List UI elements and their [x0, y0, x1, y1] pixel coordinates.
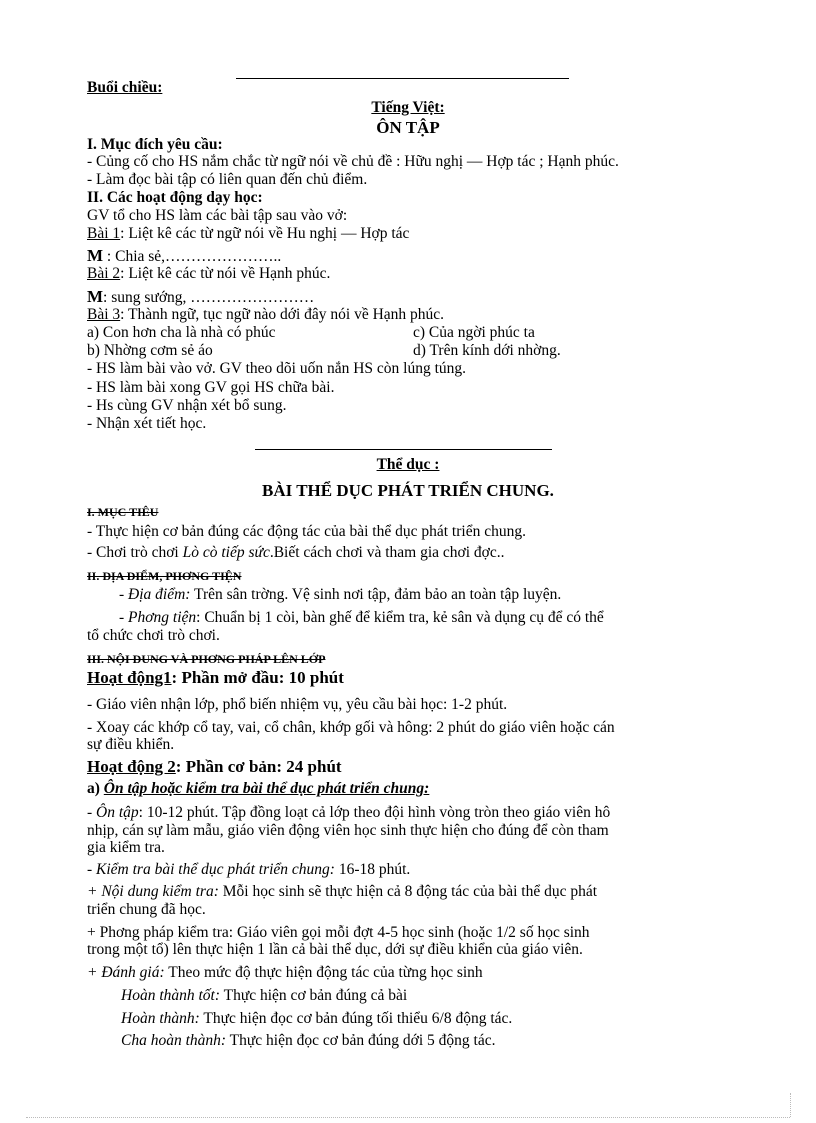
exercise2-label: Bài 2: [87, 265, 121, 282]
activity1-p1: - Giáo viên nhận lớp, phổ biến nhiệm vụ, yêu cầu bài học: 1-2 phút.: [87, 696, 508, 713]
grade-complete-text: Thực hiện đọc cơ bản đúng tối thiểu 6/8 động tác.: [199, 1010, 513, 1027]
td-equipment-cont: tổ chức chơi trò chơi.: [87, 627, 220, 644]
tv-step4: - Nhận xét tiết học.: [87, 415, 207, 432]
review-line1: [87, 805, 610, 821]
option-b: b) Nhờng cơm sẻ áo: [87, 342, 213, 359]
activity2-text: : Phần cơ bản: 24 phút: [175, 757, 342, 776]
page-bottom-edge: [26, 1117, 790, 1118]
activity2-label: Hoạt động 2: [87, 757, 176, 776]
evaluation-text: Theo mức độ thực hiện động tác của từng học sinh: [164, 964, 483, 981]
tv-exercise1: [87, 226, 409, 242]
content-line2: triển chung đã học.: [87, 901, 206, 918]
option-c: c) Của ngời phúc ta: [413, 324, 535, 341]
evaluation-label: + Đánh giá:: [87, 964, 165, 981]
example2-label: M: [87, 287, 104, 306]
activity1-heading: [87, 669, 344, 687]
section-a-text: Ôn tập hoặc kiểm tra bài thể dục phát triển chung:: [103, 780, 430, 797]
example1-text: : Chia sẻ,…………………..: [103, 248, 282, 265]
example2-text: : sung sướng, ……………………: [103, 289, 315, 306]
grade-incomplete-label: Cha hoàn thành:: [121, 1032, 227, 1049]
content-text: Mỗi học sinh sẽ thực hiện cả 8 động tác của bài thể dục phát: [218, 883, 598, 900]
td-section3-heading: III. NỘI DUNG VÀ PHƠNG PHÁP LÊN LỚP: [87, 652, 326, 666]
equipment-text: : Chuẩn bị 1 còi, bàn ghế để kiểm tra, kẻ sân và dụng cụ để có thể: [196, 609, 604, 626]
td-goal2: [87, 545, 504, 561]
activity1-text: : Phần mở đầu: 10 phút: [171, 668, 344, 687]
td-section2-heading: II. ĐỊA ĐIỂM, PHƠNG TIỆN: [87, 569, 242, 583]
section-a-heading: [87, 781, 429, 797]
td-goal1: - Thực hiện cơ bản đúng các động tác của bài thể dục phát triển chung.: [87, 523, 526, 540]
td-location: [119, 587, 561, 603]
equipment-label: - Phơng tiện: [119, 609, 197, 626]
activity1-label: Hoạt động1: [87, 668, 172, 687]
top-divider: [236, 78, 569, 79]
grade-excellent-text: Thực hiện cơ bản đúng cả bài: [220, 987, 408, 1004]
tv-step1: - HS làm bài vào vở. GV theo dõi uốn nắn HS còn lúng túng.: [87, 360, 467, 377]
tv-step3: - Hs cùng GV nhận xét bổ sung.: [87, 397, 287, 414]
activity2-heading: [87, 758, 342, 776]
content-label: + Nội dung kiểm tra:: [87, 883, 219, 900]
review-pre: -: [87, 804, 97, 821]
tv-section1-heading: [87, 137, 223, 153]
goal2-game: Lò cò tiếp sức: [182, 544, 270, 561]
section-a-pre: a): [87, 780, 104, 797]
session-label: Buổi chiều:: [87, 79, 163, 96]
tv-step2: - HS làm bài xong GV gọi HS chữa bài.: [87, 379, 335, 396]
grade-complete-label: Hoàn thành:: [121, 1010, 200, 1027]
td-equipment: [119, 610, 604, 626]
review-text: : 10-12 phút. Tập đồng loạt cả lớp theo đội hình vòng tròn theo giáo viên hô: [138, 804, 611, 821]
tv-intro: GV tổ cho HS làm các bài tập sau vào vở:: [87, 207, 348, 224]
tv-exercise2: [87, 266, 330, 282]
exercise3-text: : Thành ngữ, tục ngữ nào dới đây nói về Hạnh phúc.: [120, 306, 445, 323]
tv-s1-line1: - Củng cố cho HS nắm chắc từ ngữ nói về chủ đề : Hữu nghị — Hợp tác ; Hạnh phúc.: [87, 153, 619, 170]
review-line2: nhịp, cán sự làm mẫu, giáo viên động viên học sinh thực hiện cho đúng để còn tham: [87, 822, 609, 839]
tv-section1-heading-text: I. Mục đích yêu cầu:: [87, 136, 223, 153]
activity1-p2-cont: sự điều khiển.: [87, 736, 175, 753]
method-line2: trong một tổ) lên thực hiện 1 lần cả bài thể dục, dới sự điều khiển của giáo viên.: [87, 941, 583, 958]
activity1-p2: - Xoay các khớp cổ tay, vai, cổ chân, khớp gối và hông: 2 phút do giáo viên hoặc cán: [87, 719, 615, 736]
goal2-post: .Biết cách chơi và tham gia chơi đợc..: [269, 544, 505, 561]
tv-subject: Tiếng Việt:: [371, 99, 445, 116]
test-line: [87, 862, 410, 878]
middle-divider: [255, 449, 552, 450]
tv-section2-heading: II. Các hoạt động dạy học:: [87, 189, 263, 206]
location-label: - Địa điểm:: [119, 586, 191, 603]
exercise1-label: Bài 1: [87, 225, 121, 242]
page-right-edge: [790, 1093, 791, 1117]
grade-excellent: [121, 988, 407, 1004]
exercise1-text: : Liệt kê các từ ngữ nói về Hu nghị — Hợp tác: [120, 225, 410, 242]
test-text: 16-18 phút.: [334, 861, 411, 878]
exercise2-text: : Liệt kê các từ nói về Hạnh phúc.: [120, 265, 331, 282]
tv-example2: [87, 288, 314, 306]
grade-incomplete: [121, 1033, 496, 1049]
td-section1-heading: I. MỤC TIÊU: [87, 505, 159, 519]
option-d: d) Trên kính dới nhờng.: [413, 342, 561, 359]
td-title: BÀI THỂ DỤC PHÁT TRIỂN CHUNG.: [262, 481, 554, 500]
goal2-pre: - Chơi trò chơi: [87, 544, 183, 561]
test-label: - Kiểm tra bài thể dục phát triển chung:: [87, 861, 335, 878]
evaluation-line: [87, 965, 483, 981]
method-line1: + Phơng pháp kiểm tra: Giáo viên gọi mỗi đợt 4-5 học sinh (hoặc 1/2 số học sinh: [87, 924, 590, 941]
location-text: Trên sân trờng. Vệ sinh nơi tập, đảm bảo an toàn tập luyện.: [190, 586, 562, 603]
content-line1: [87, 884, 597, 900]
td-subject: Thể dục :: [376, 456, 440, 473]
tv-exercise3: [87, 307, 444, 323]
exercise3-label: Bài 3: [87, 306, 121, 323]
tv-s1-line2: - Làm đọc bài tập có liên quan đến chủ điểm.: [87, 171, 368, 188]
tv-example1: [87, 247, 281, 265]
grade-excellent-label: Hoàn thành tốt:: [121, 987, 221, 1004]
example1-label: M: [87, 246, 104, 265]
option-a: a) Con hơn cha là nhà có phúc: [87, 324, 276, 341]
review-label: Ôn tập: [96, 804, 139, 821]
grade-complete: [121, 1011, 512, 1027]
grade-incomplete-text: Thực hiện đọc cơ bản đúng dới 5 động tác.: [226, 1032, 496, 1049]
review-line3: gia kiểm tra.: [87, 839, 165, 856]
tv-title: ÔN TẬP: [376, 118, 440, 137]
